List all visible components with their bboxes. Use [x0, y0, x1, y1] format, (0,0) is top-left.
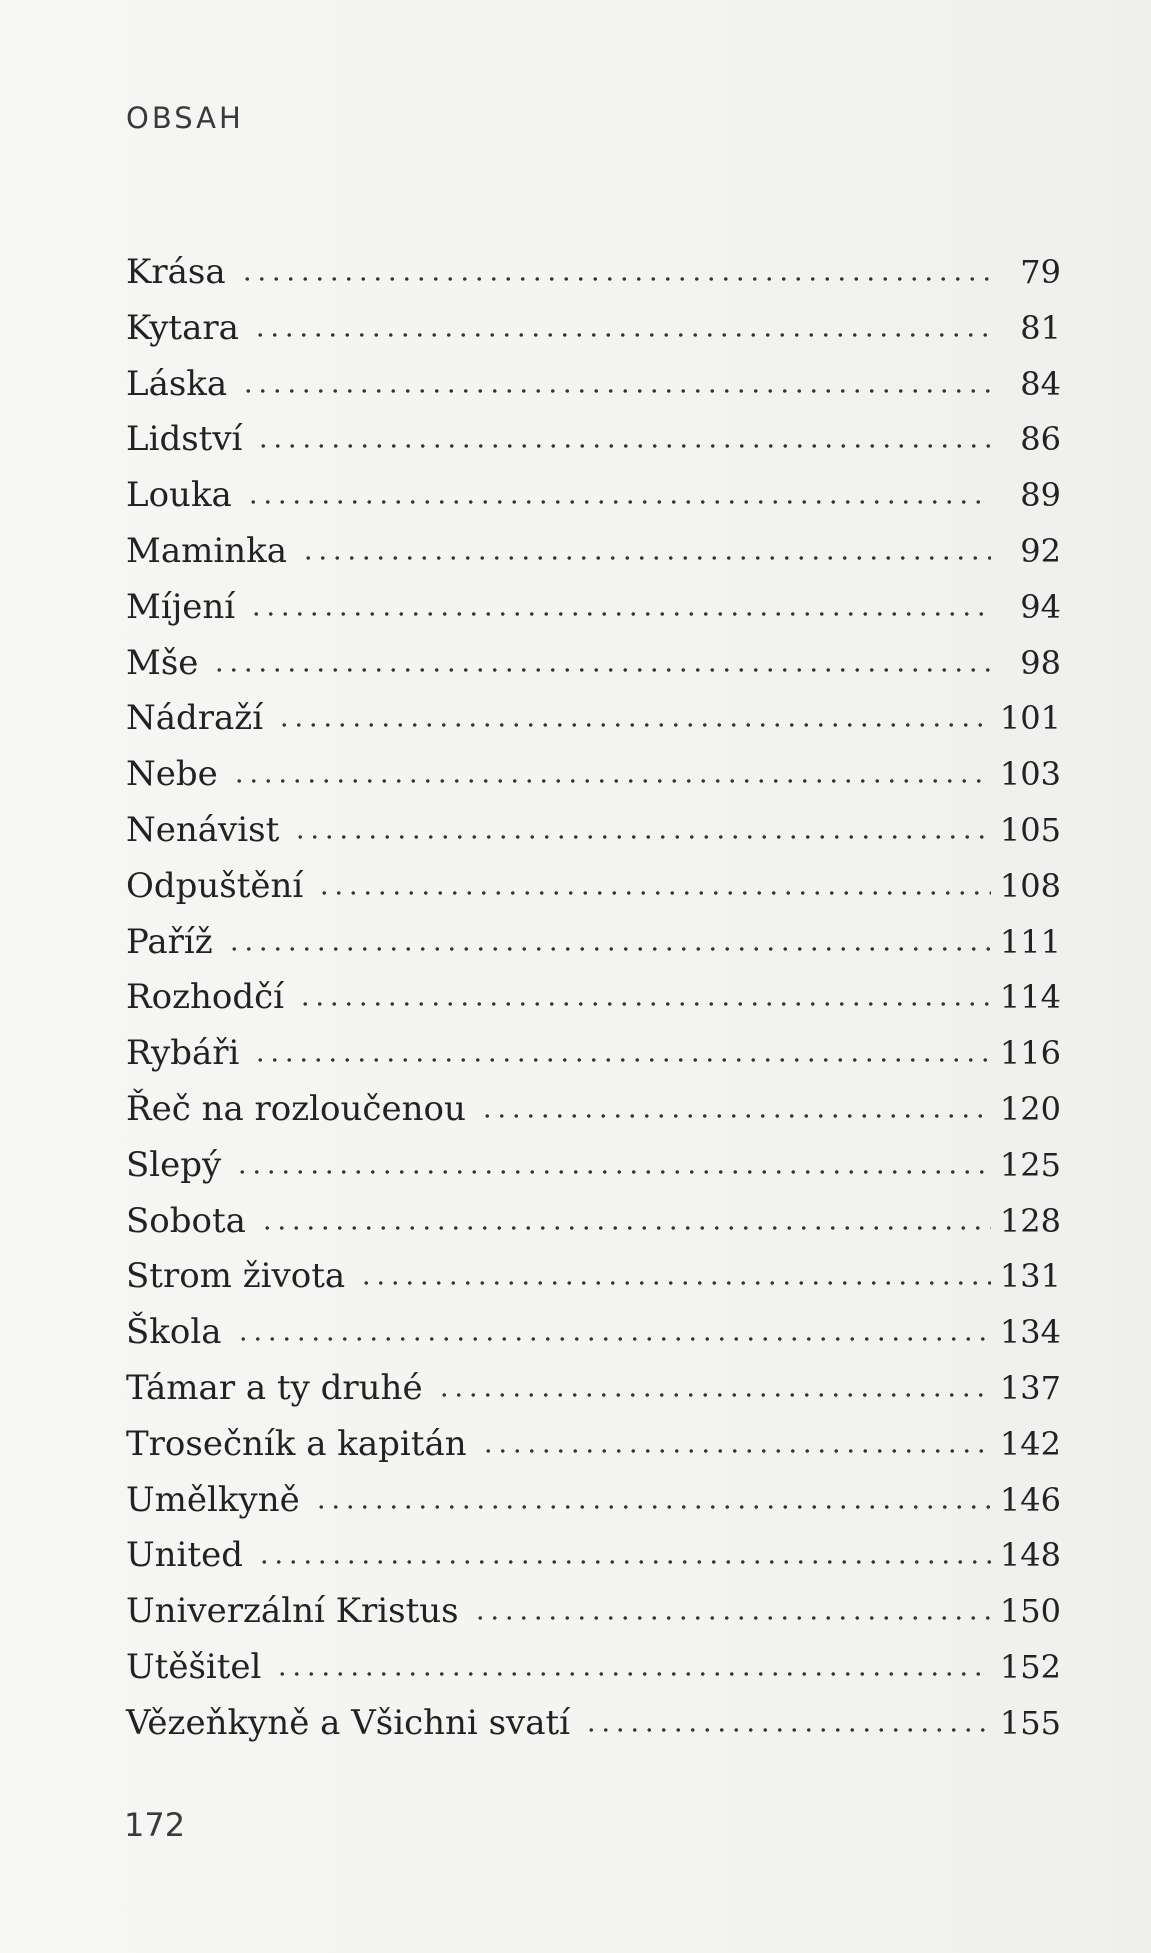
toc-entry-page: 103 [999, 755, 1061, 794]
toc-entry [126, 1647, 1061, 1703]
toc-entry-page: 89 [1020, 476, 1061, 515]
page-number: 172 [124, 1806, 186, 1844]
toc-entry-page: 125 [999, 1145, 1061, 1184]
dot-leader [246, 500, 991, 504]
toc-entry-title: Utěšitel [126, 1646, 262, 1687]
toc-entry-page: 148 [999, 1536, 1061, 1575]
toc-entry-title: Rybáři [126, 1033, 240, 1074]
toc-entry-title: United [126, 1535, 243, 1576]
toc-entry-page: 152 [999, 1647, 1061, 1686]
toc-entry-title: Nebe [126, 754, 218, 795]
toc-entry [126, 643, 1061, 699]
toc-entry [126, 1145, 1061, 1201]
dot-leader [236, 1337, 991, 1341]
toc-entry-title: Škola [126, 1312, 222, 1353]
toc-entry-page: 108 [999, 866, 1061, 905]
toc-entry [126, 810, 1061, 866]
toc-entry-title: Krása [126, 252, 226, 292]
toc-entry [126, 1535, 1061, 1591]
dot-leader [293, 835, 991, 839]
dot-leader [227, 947, 991, 951]
toc-entry-page: 86 [1020, 420, 1061, 459]
dot-leader [314, 1505, 991, 1509]
toc-entry-title: Vězeňkyně a Všichni svatí [126, 1702, 571, 1743]
toc-entry-title: Támar a ty druhé [126, 1367, 423, 1408]
page-header: OBSAH [126, 101, 244, 135]
toc-entry-title: Umělkyně [126, 1479, 300, 1520]
toc-entry-title: Strom života [126, 1256, 346, 1297]
dot-leader [241, 389, 991, 393]
toc-entry-title: Slepý [126, 1144, 222, 1185]
dot-leader [437, 1393, 991, 1397]
toc-entry-page: 84 [1020, 364, 1061, 403]
dot-leader [256, 444, 991, 448]
toc-entry [126, 1591, 1061, 1647]
toc-entry-page: 155 [999, 1703, 1061, 1742]
toc-entry-page: 81 [1020, 308, 1061, 347]
toc-entry-page: 137 [999, 1368, 1061, 1407]
toc-entry-title: Sobota [126, 1200, 246, 1241]
toc-entry [126, 1368, 1061, 1424]
dot-leader [359, 1281, 991, 1285]
toc-entry-page: 79 [1020, 253, 1061, 291]
dot-leader [232, 779, 991, 783]
toc-entry-page: 128 [999, 1201, 1061, 1240]
toc-entry [126, 1424, 1061, 1480]
toc-entry [126, 922, 1061, 978]
toc-entry [126, 754, 1061, 810]
dot-leader [260, 1226, 991, 1230]
table-of-contents [126, 252, 1061, 1759]
toc-entry-title: Trosečník a kapitán [126, 1423, 467, 1464]
toc-entry-page: 142 [999, 1424, 1061, 1463]
toc-entry-title: Nenávist [126, 809, 280, 850]
dot-leader [257, 1560, 991, 1564]
toc-entry-title: Rozhodčí [126, 977, 285, 1018]
dot-leader [249, 612, 991, 616]
toc-entry-page: 131 [999, 1257, 1061, 1296]
toc-entry-title: Louka [126, 475, 232, 516]
toc-entry-title: Láska [126, 363, 228, 404]
toc-entry-page: 105 [999, 810, 1061, 849]
toc-entry-page: 114 [999, 978, 1061, 1017]
dot-leader [584, 1728, 991, 1732]
toc-entry-page: 150 [999, 1592, 1061, 1631]
toc-entry [126, 1201, 1061, 1257]
dot-leader [275, 1672, 991, 1676]
toc-entry-title: Univerzální Kristus [126, 1591, 459, 1632]
toc-entry-page: 146 [999, 1480, 1061, 1519]
dot-leader [212, 668, 991, 672]
toc-entry-page: 120 [999, 1089, 1061, 1128]
dot-leader [298, 1002, 991, 1006]
toc-entry-page: 111 [999, 922, 1061, 961]
dot-leader [240, 277, 991, 281]
toc-entry [126, 1480, 1061, 1536]
toc-entry-page: 101 [999, 699, 1061, 738]
toc-entry [126, 1312, 1061, 1368]
dot-leader [253, 1058, 991, 1062]
dot-leader [481, 1449, 991, 1453]
dot-leader [473, 1616, 991, 1620]
toc-entry [126, 308, 1061, 364]
toc-entry [126, 364, 1061, 420]
toc-entry-page: 92 [1020, 531, 1061, 570]
toc-entry [126, 1089, 1061, 1145]
dot-leader [301, 556, 991, 560]
toc-entry-title: Mše [126, 642, 199, 683]
toc-entry [126, 252, 1061, 308]
dot-leader [253, 333, 991, 337]
toc-entry [126, 587, 1061, 643]
toc-entry-page: 94 [1020, 587, 1061, 626]
dot-leader [480, 1114, 991, 1118]
toc-entry-title: Paříž [126, 921, 213, 962]
toc-entry [126, 531, 1061, 587]
toc-entry [126, 1256, 1061, 1312]
toc-entry-title: Lidství [126, 419, 243, 460]
dot-leader [235, 1170, 991, 1174]
toc-entry-page: 98 [1020, 643, 1061, 682]
dot-leader [277, 723, 991, 727]
dot-leader [317, 891, 991, 895]
toc-entry [126, 698, 1061, 754]
toc-entry-title: Maminka [126, 530, 287, 571]
toc-entry-title: Nádraží [126, 698, 264, 739]
toc-entry [126, 866, 1061, 922]
toc-entry [126, 977, 1061, 1033]
toc-entry-title: Míjení [126, 586, 236, 627]
toc-entry-title: Řeč na rozloučenou [126, 1088, 466, 1129]
toc-entry [126, 419, 1061, 475]
toc-entry-page: 116 [999, 1034, 1061, 1073]
toc-entry [126, 1033, 1061, 1089]
toc-entry-page: 134 [999, 1313, 1061, 1352]
toc-entry [126, 475, 1061, 531]
toc-entry [126, 1703, 1061, 1759]
toc-entry-title: Odpuštění [126, 865, 304, 906]
toc-entry-title: Kytara [126, 307, 239, 348]
